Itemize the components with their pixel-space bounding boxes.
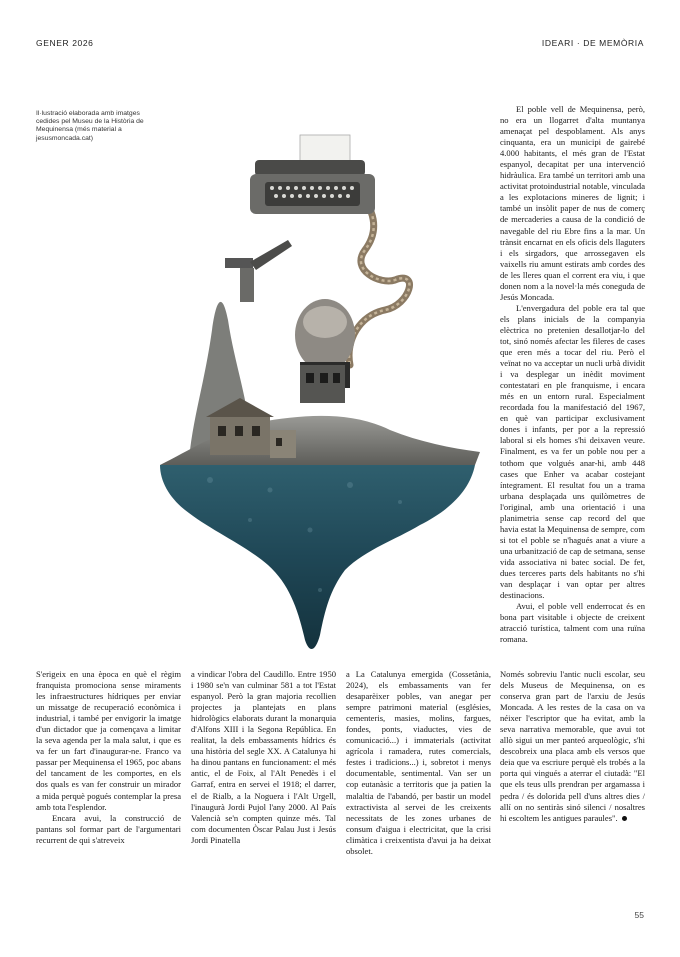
article-bottom-column-2 — [191, 669, 336, 846]
paragraph: S'erigeix en una època en què el règim franquista promociona sense miraments les infraestructures hídriques per enviar un missatge de recuperació econòmica i industrial, i també per envigorir la imatge d'un dictador que ja començava a limitar la seva agenda per la mala salut, i que es va fer un fart d'inaugurar-ne. Franco va passar per Mequinensa el 1965, poc abans del tancament de les comportes, en els dos quals es van fer construir un mirador a mida perquè pogués contemplar la presa amb tota l'esplendor. — [36, 669, 181, 812]
running-header-date: GENER 2026 — [36, 38, 94, 48]
reservoir-water — [160, 465, 475, 649]
article-bottom-column-4 — [500, 669, 645, 824]
crane — [225, 240, 292, 302]
end-mark-icon — [622, 816, 627, 821]
page-number: 55 — [634, 910, 644, 920]
illustration-caption: Il·lustració elaborada amb imatges cedides pel Museu de la Història de Mequinensa (més material a jesusmoncada.cat) — [36, 110, 144, 142]
collage-illustration — [150, 130, 490, 660]
paragraph: Avui, el poble vell enderrocat és en bona part visitable i objecte de creixent atracció turística, talment com una ruïna romana. — [500, 601, 645, 645]
paragraph: a La Catalunya emergida (Cossetània, 2024), els embassaments van fer desaparèixer pobles, van anegar per sempre patrimoni material (esglésies, cementeris, masies, molins, fargues, fondes, ponts, viaductes, vies de comunicació...) i immaterials (activitat agrícola i ramadera, rutes comercials, festes i tradicions...) i, sobretot i menys documentable, sentimental. Van ser un cop eutanàsic a territoris que ja patien la malaltia de l'abandó, per bastir un model extractivista al servei de les creixents necessitats de les zones urbanes de consum d'aigua i electricitat, que la crisi climàtica i creixentista d'avui ja ha deixat obsolet. — [346, 669, 491, 856]
house-ruin — [300, 365, 345, 403]
running-header-section: IDEARI · DE MEMÒRIA — [541, 38, 644, 48]
paragraph — [500, 669, 645, 824]
typewriter — [250, 135, 375, 214]
paragraph-text: Només sobreviu l'antic nucli escolar, seu dels Museus de Mequinensa, on es conserva gran part de l'arxiu de Jesús Moncada. A les restes de la casa on va néixer l'escriptor que ha evitat, amb la seva narrativa memorable, que avui tot allò sigui un mer panteó arqueològic, s'hi descobreix una placa amb els versos que deia que va escriure perquè els trobés a la porta qui vingués a aterrar el ciutadà: "El que els teus ulls prendran per argamassa i pedra / és dolorida pell d'uns altres dies / allí on no sentiràs sinó silenci / nosaltres hi escoltem les antigues paraules". — [500, 669, 645, 823]
paragraph: El poble vell de Mequinensa, però, no era un llogarret d'alta muntanya amenaçat pel despoblament. Als anys cinquanta, era un municipi de gairebé 4.000 habitants, el més gran de l'Estat espanyol, decapitat per una intervenció hidràulica. Era també un territori amb una activitat protoindustrial notable, vinculada a les explotacions mineres de lignit; i també un insòlit paper de nus de comerç de mercaderies a causa de la condició de navegable del riu Ebre fins a la mar. Un trànsit encarnat en els oficis dels llaguters i els sirgadors, que arrossegaven els vaixells riu amunt estirats amb cordes des de les lleres quan el corrent era viu, i que donen nom a la novel·la més coneguda de Jesús Moncada. — [500, 104, 645, 302]
article-bottom-column-1 — [36, 669, 181, 846]
paragraph: L'envergadura del poble era tal que els plans inicials de la companyia elèctrica no pretenien desallotjar-lo del tot, sinó només afectar les fileres de cases que eren més a tocar del riu. Però el veïnat no va acceptar un nucli urbà dividit i va desplegar un inèdit moviment contestatari en ple franquisme, i encara més en un entorn rural. Especialment recordada fou la manifestació del 1967, en què van participar exclusivament dones i infants, per por a la repressió laboral si els homes s'hi deixaven veure. Finalment, es va fer un poble nou per a tothom que volgués anar-hi, amb 448 cases que Enher va acabar costejant íntegrament. El resultat fou un a trama urbana desplaçada uns quilòmetres de l'original, amb una orientació i una planimetria sense cap record del que havia estat la Mequinensa de sempre, com si tot el poble se n'hagués anat a viure a una urbanització de cap de setmana, sense vida associativa ni batec social. De fet, dues terceres parts dels habitants no s'hi van desplaçar i van optar per altres destinacions. — [500, 302, 645, 601]
article-bottom-column-3 — [346, 669, 491, 857]
article-right-column — [500, 104, 645, 645]
paragraph: Encara avui, la construcció de pantans sol formar part de l'argumentari recurrent de qui s'atreveix — [36, 812, 181, 845]
paragraph: a vindicar l'obra del Caudillo. Entre 1950 i 1980 se'n van culminar 581 a tot l'Estat espanyol. Però la gran majoria recollien projectes ja plantejats en plans hidrològics elaborats durant la monarquia d'Alfons XIII i la Segona República. En realitat, la dels embassaments hídrics és una història del segle XX. A Catalunya hi ha dinou pantans en funcionament: el més antic, el de Foix, al l'Alt Penedès i el Garraf, entra en servei el 1918; el darrer, el de Rialb, a la Noguera i l'Alt Urgell, l'inaugurà Jordi Pujol l'any 2000. Al País Valencià se'n compten quinze més. Tal com documenten Òscar Palau Just i Jesús Jordi Pinatella — [191, 669, 336, 845]
